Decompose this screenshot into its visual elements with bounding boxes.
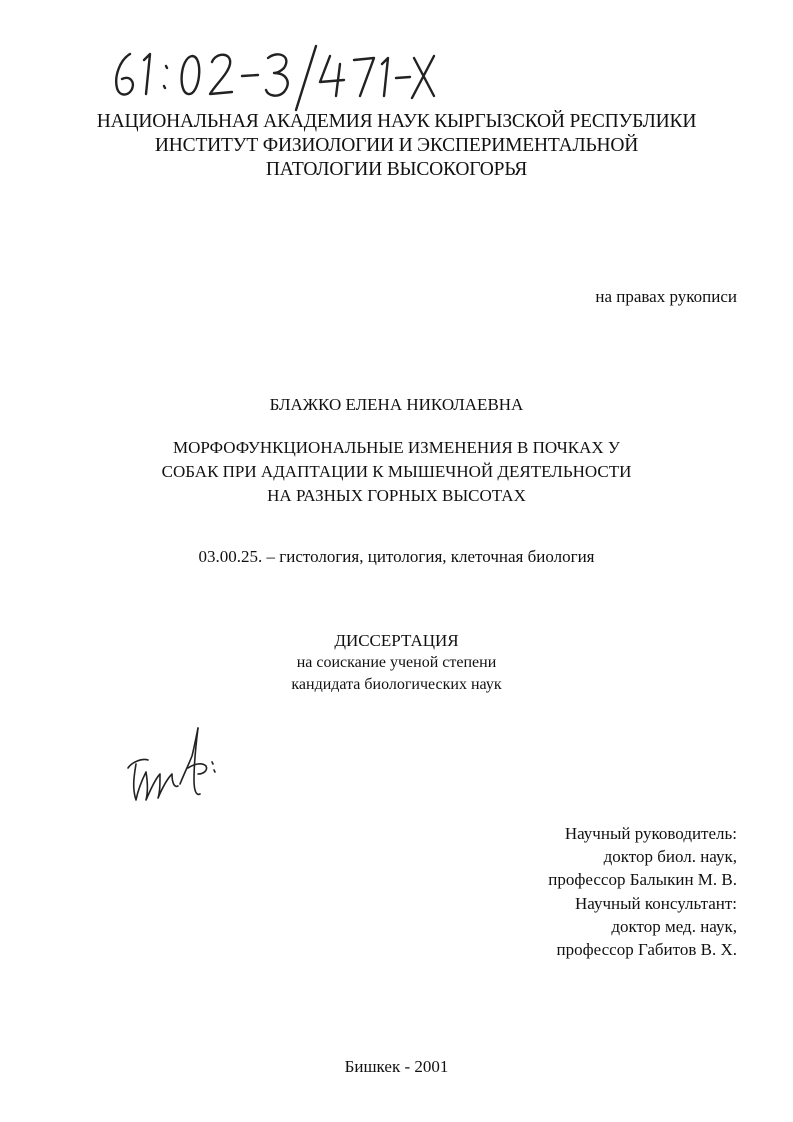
handwritten-archive-code	[108, 42, 438, 112]
dissertation-block	[0, 630, 793, 696]
supervisor-line: профессор Балыкин М. В.	[548, 870, 737, 890]
signature-icon	[118, 724, 228, 814]
title-line: СОБАК ПРИ АДАПТАЦИИ К МЫШЕЧНОЙ ДЕЯТЕЛЬНОСТИ	[161, 462, 632, 481]
supervisor-line: профессор Габитов В. Х.	[556, 940, 737, 960]
supervisor-line: доктор биол. наук,	[603, 847, 737, 867]
title-line: НА РАЗНЫХ ГОРНЫХ ВЫСОТАХ	[267, 486, 526, 505]
degree-line: на соискание ученой степени	[296, 654, 497, 671]
institution-header	[0, 110, 793, 182]
title-line: МОРФОФУНКЦИОНАЛЬНЫЕ ИЗМЕНЕНИЯ В ПОЧКАХ У	[173, 438, 620, 457]
specialty-code: 03.00.25. – гистология, цитология, клеточная биология	[198, 547, 595, 566]
institution-line: ИНСТИТУТ ФИЗИОЛОГИИ И ЭКСПЕРИМЕНТАЛЬНОЙ	[154, 135, 639, 156]
institution-line: НАЦИОНАЛЬНАЯ АКАДЕМИЯ НАУК КЫРГЫЗСКОЙ РЕСПУБЛИКИ	[96, 111, 697, 132]
supervisor-line: доктор мед. наук,	[611, 916, 737, 936]
degree-line: кандидата биологических наук	[291, 676, 502, 693]
supervisor-line: Научный консультант:	[575, 893, 737, 913]
author-name: БЛАЖКО ЕЛЕНА НИКОЛАЕВНА	[269, 395, 524, 414]
place-and-year: Бишкек - 2001	[344, 1057, 449, 1076]
supervisors-block	[548, 822, 737, 961]
institution-line: ПАТОЛОГИИ ВЫСОКОГОРЬЯ	[265, 159, 528, 180]
supervisor-line: Научный руководитель:	[564, 824, 737, 843]
manuscript-note: на правах рукописи	[595, 287, 737, 306]
dissertation-title	[0, 436, 793, 508]
dissertation-heading: ДИССЕРТАЦИЯ	[334, 631, 459, 650]
